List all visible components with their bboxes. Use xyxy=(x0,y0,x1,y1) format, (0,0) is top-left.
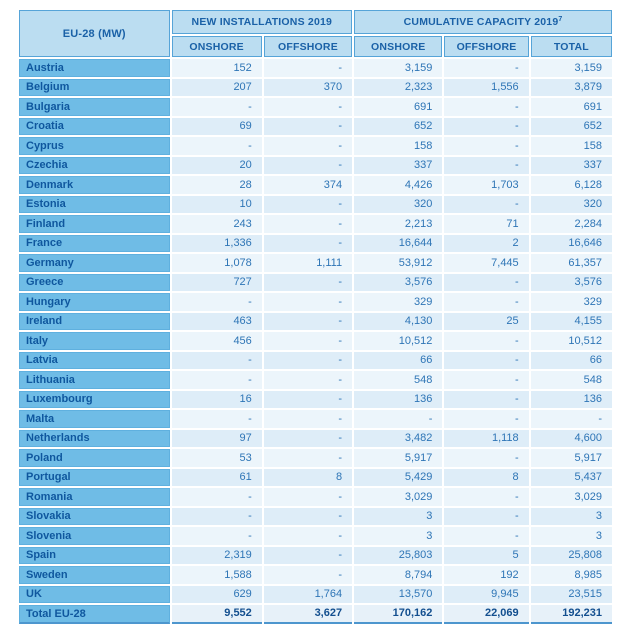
value-cell: 329 xyxy=(354,293,442,311)
value-cell: - xyxy=(444,98,528,116)
table-row xyxy=(19,98,612,116)
value-cell: 3 xyxy=(354,527,442,545)
country-cell: Slovenia xyxy=(19,527,170,545)
value-cell: - xyxy=(264,137,352,155)
table-row xyxy=(19,488,612,506)
value-cell: 7,445 xyxy=(444,254,528,272)
value-cell: 463 xyxy=(172,313,262,331)
value-cell: 370 xyxy=(264,79,352,97)
value-cell: 320 xyxy=(354,196,442,214)
table-row xyxy=(19,137,612,155)
value-cell: 9,945 xyxy=(444,586,528,604)
value-cell: 192,231 xyxy=(531,605,612,624)
value-cell: 1,078 xyxy=(172,254,262,272)
value-cell: 69 xyxy=(172,118,262,136)
value-cell: - xyxy=(172,371,262,389)
value-cell: 3,029 xyxy=(531,488,612,506)
value-cell: 53 xyxy=(172,449,262,467)
value-cell: 3,879 xyxy=(531,79,612,97)
value-cell: 22,069 xyxy=(444,605,528,624)
country-cell: Sweden xyxy=(19,566,170,584)
value-cell: 3,159 xyxy=(531,59,612,77)
value-cell: - xyxy=(264,566,352,584)
value-cell: - xyxy=(264,410,352,428)
value-cell: 5,437 xyxy=(531,469,612,487)
group-header-cumulative-capacity-label: CUMULATIVE CAPACITY 2019 xyxy=(403,16,559,28)
eu28-wind-capacity-table xyxy=(17,8,614,626)
value-cell: 2,284 xyxy=(531,215,612,233)
value-cell: 61 xyxy=(172,469,262,487)
table-row xyxy=(19,118,612,136)
value-cell: - xyxy=(264,391,352,409)
value-cell: - xyxy=(172,527,262,545)
table-body xyxy=(19,59,612,624)
value-cell: 2,323 xyxy=(354,79,442,97)
value-cell: - xyxy=(444,488,528,506)
value-cell: 337 xyxy=(354,157,442,175)
value-cell: 10,512 xyxy=(354,332,442,350)
country-cell: UK xyxy=(19,586,170,604)
subheader-cum-total: TOTAL xyxy=(531,36,612,57)
value-cell: - xyxy=(264,98,352,116)
value-cell: 53,912 xyxy=(354,254,442,272)
value-cell: 3 xyxy=(531,508,612,526)
value-cell: 548 xyxy=(354,371,442,389)
value-cell: 158 xyxy=(531,137,612,155)
value-cell: - xyxy=(444,196,528,214)
value-cell: - xyxy=(264,527,352,545)
table-row xyxy=(19,527,612,545)
value-cell: 9,552 xyxy=(172,605,262,624)
country-cell: Denmark xyxy=(19,176,170,194)
value-cell: 4,600 xyxy=(531,430,612,448)
value-cell: 8,794 xyxy=(354,566,442,584)
value-cell: 71 xyxy=(444,215,528,233)
value-cell: - xyxy=(444,508,528,526)
value-cell: - xyxy=(172,410,262,428)
value-cell: - xyxy=(172,137,262,155)
country-cell: Estonia xyxy=(19,196,170,214)
value-cell: - xyxy=(444,293,528,311)
value-cell: 10,512 xyxy=(531,332,612,350)
table-row xyxy=(19,371,612,389)
table-row xyxy=(19,449,612,467)
value-cell: 374 xyxy=(264,176,352,194)
table-row xyxy=(19,352,612,370)
value-cell: 691 xyxy=(531,98,612,116)
value-cell: 3,627 xyxy=(264,605,352,624)
value-cell: - xyxy=(172,293,262,311)
country-cell: Poland xyxy=(19,449,170,467)
value-cell: 20 xyxy=(172,157,262,175)
value-cell: - xyxy=(264,371,352,389)
country-cell: Romania xyxy=(19,488,170,506)
value-cell: - xyxy=(264,274,352,292)
value-cell: 97 xyxy=(172,430,262,448)
table-row xyxy=(19,196,612,214)
value-cell: 1,118 xyxy=(444,430,528,448)
value-cell: - xyxy=(264,118,352,136)
country-cell: Cyprus xyxy=(19,137,170,155)
table-row xyxy=(19,176,612,194)
value-cell: 136 xyxy=(354,391,442,409)
country-cell: Slovakia xyxy=(19,508,170,526)
value-cell: - xyxy=(172,488,262,506)
table-row xyxy=(19,274,612,292)
value-cell: - xyxy=(264,547,352,565)
value-cell: - xyxy=(172,98,262,116)
value-cell: - xyxy=(264,196,352,214)
value-cell: - xyxy=(444,410,528,428)
value-cell: - xyxy=(172,352,262,370)
value-cell: 652 xyxy=(531,118,612,136)
value-cell: - xyxy=(264,157,352,175)
value-cell: 66 xyxy=(354,352,442,370)
value-cell: 3 xyxy=(531,527,612,545)
value-cell: - xyxy=(444,332,528,350)
country-cell: Luxembourg xyxy=(19,391,170,409)
value-cell: 3 xyxy=(354,508,442,526)
country-cell: Malta xyxy=(19,410,170,428)
value-cell: - xyxy=(264,293,352,311)
table-row xyxy=(19,430,612,448)
value-cell: 629 xyxy=(172,586,262,604)
value-cell: 2 xyxy=(444,235,528,253)
value-cell: - xyxy=(354,410,442,428)
value-cell: 16 xyxy=(172,391,262,409)
value-cell: - xyxy=(444,449,528,467)
value-cell: 170,162 xyxy=(354,605,442,624)
value-cell: 8 xyxy=(264,469,352,487)
country-cell: France xyxy=(19,235,170,253)
value-cell: 8,985 xyxy=(531,566,612,584)
value-cell: 3,576 xyxy=(531,274,612,292)
table-row xyxy=(19,566,612,584)
table-row xyxy=(19,235,612,253)
value-cell: 1,588 xyxy=(172,566,262,584)
value-cell: 329 xyxy=(531,293,612,311)
value-cell: - xyxy=(264,508,352,526)
value-cell: 2,213 xyxy=(354,215,442,233)
subheader-cum-offshore: OFFSHORE xyxy=(444,36,528,57)
value-cell: - xyxy=(531,410,612,428)
value-cell: 5,917 xyxy=(531,449,612,467)
value-cell: - xyxy=(264,430,352,448)
value-cell: 13,570 xyxy=(354,586,442,604)
table-header xyxy=(19,10,612,57)
value-cell: 25 xyxy=(444,313,528,331)
value-cell: 5,917 xyxy=(354,449,442,467)
country-cell: Lithuania xyxy=(19,371,170,389)
value-cell: - xyxy=(264,59,352,77)
value-cell: - xyxy=(444,157,528,175)
value-cell: 1,336 xyxy=(172,235,262,253)
country-cell: Spain xyxy=(19,547,170,565)
group-header-new-installations: NEW INSTALLATIONS 2019 xyxy=(172,10,353,34)
table-row xyxy=(19,469,612,487)
subheader-new-offshore: OFFSHORE xyxy=(264,36,352,57)
table-row xyxy=(19,293,612,311)
value-cell: 6,128 xyxy=(531,176,612,194)
table-row xyxy=(19,215,612,233)
country-cell: Latvia xyxy=(19,352,170,370)
table-row xyxy=(19,332,612,350)
value-cell: - xyxy=(264,235,352,253)
country-cell: Czechia xyxy=(19,157,170,175)
value-cell: 320 xyxy=(531,196,612,214)
value-cell: 3,482 xyxy=(354,430,442,448)
country-cell: Hungary xyxy=(19,293,170,311)
value-cell: 1,703 xyxy=(444,176,528,194)
value-cell: 4,155 xyxy=(531,313,612,331)
value-cell: - xyxy=(444,391,528,409)
value-cell: 10 xyxy=(172,196,262,214)
value-cell: 243 xyxy=(172,215,262,233)
value-cell: 207 xyxy=(172,79,262,97)
value-cell: 691 xyxy=(354,98,442,116)
country-cell: Bulgaria xyxy=(19,98,170,116)
value-cell: - xyxy=(264,449,352,467)
value-cell: - xyxy=(444,274,528,292)
value-cell: - xyxy=(444,59,528,77)
value-cell: 1,111 xyxy=(264,254,352,272)
value-cell: - xyxy=(264,332,352,350)
subheader-cum-onshore: ONSHORE xyxy=(354,36,442,57)
value-cell: - xyxy=(264,215,352,233)
value-cell: 727 xyxy=(172,274,262,292)
value-cell: - xyxy=(264,488,352,506)
value-cell: 25,808 xyxy=(531,547,612,565)
table-row xyxy=(19,157,612,175)
value-cell: 3,159 xyxy=(354,59,442,77)
value-cell: 548 xyxy=(531,371,612,389)
value-cell: 2,319 xyxy=(172,547,262,565)
value-cell: - xyxy=(444,371,528,389)
country-cell: Belgium xyxy=(19,79,170,97)
value-cell: 3,029 xyxy=(354,488,442,506)
total-row xyxy=(19,605,612,624)
value-cell: 16,644 xyxy=(354,235,442,253)
country-cell: Portugal xyxy=(19,469,170,487)
table-row xyxy=(19,391,612,409)
value-cell: 5 xyxy=(444,547,528,565)
value-cell: - xyxy=(264,352,352,370)
table-row xyxy=(19,508,612,526)
table-row xyxy=(19,254,612,272)
value-cell: 456 xyxy=(172,332,262,350)
table-row xyxy=(19,313,612,331)
value-cell: 652 xyxy=(354,118,442,136)
country-cell: Total EU-28 xyxy=(19,605,170,624)
value-cell: 4,130 xyxy=(354,313,442,331)
value-cell: - xyxy=(172,508,262,526)
value-cell: 8 xyxy=(444,469,528,487)
value-cell: - xyxy=(444,118,528,136)
value-cell: 23,515 xyxy=(531,586,612,604)
corner-header-eu28-mw: EU-28 (MW) xyxy=(19,10,170,57)
value-cell: 28 xyxy=(172,176,262,194)
country-cell: Ireland xyxy=(19,313,170,331)
value-cell: 5,429 xyxy=(354,469,442,487)
value-cell: - xyxy=(264,313,352,331)
value-cell: - xyxy=(444,527,528,545)
value-cell: - xyxy=(444,137,528,155)
country-cell: Austria xyxy=(19,59,170,77)
table-row xyxy=(19,79,612,97)
table-row xyxy=(19,586,612,604)
table-row xyxy=(19,410,612,428)
value-cell: 25,803 xyxy=(354,547,442,565)
value-cell: 1,764 xyxy=(264,586,352,604)
country-cell: Croatia xyxy=(19,118,170,136)
value-cell: 66 xyxy=(531,352,612,370)
value-cell: 152 xyxy=(172,59,262,77)
value-cell: 61,357 xyxy=(531,254,612,272)
subheader-new-onshore: ONSHORE xyxy=(172,36,262,57)
value-cell: 16,646 xyxy=(531,235,612,253)
table-row xyxy=(19,59,612,77)
value-cell: - xyxy=(444,352,528,370)
value-cell: 337 xyxy=(531,157,612,175)
table-row xyxy=(19,547,612,565)
group-header-cumulative-capacity xyxy=(354,10,612,34)
country-cell: Netherlands xyxy=(19,430,170,448)
value-cell: 192 xyxy=(444,566,528,584)
cumulative-capacity-footnote-marker: 7 xyxy=(558,16,563,23)
country-cell: Italy xyxy=(19,332,170,350)
value-cell: 136 xyxy=(531,391,612,409)
country-cell: Germany xyxy=(19,254,170,272)
value-cell: 158 xyxy=(354,137,442,155)
country-cell: Greece xyxy=(19,274,170,292)
value-cell: 1,556 xyxy=(444,79,528,97)
value-cell: 4,426 xyxy=(354,176,442,194)
value-cell: 3,576 xyxy=(354,274,442,292)
country-cell: Finland xyxy=(19,215,170,233)
